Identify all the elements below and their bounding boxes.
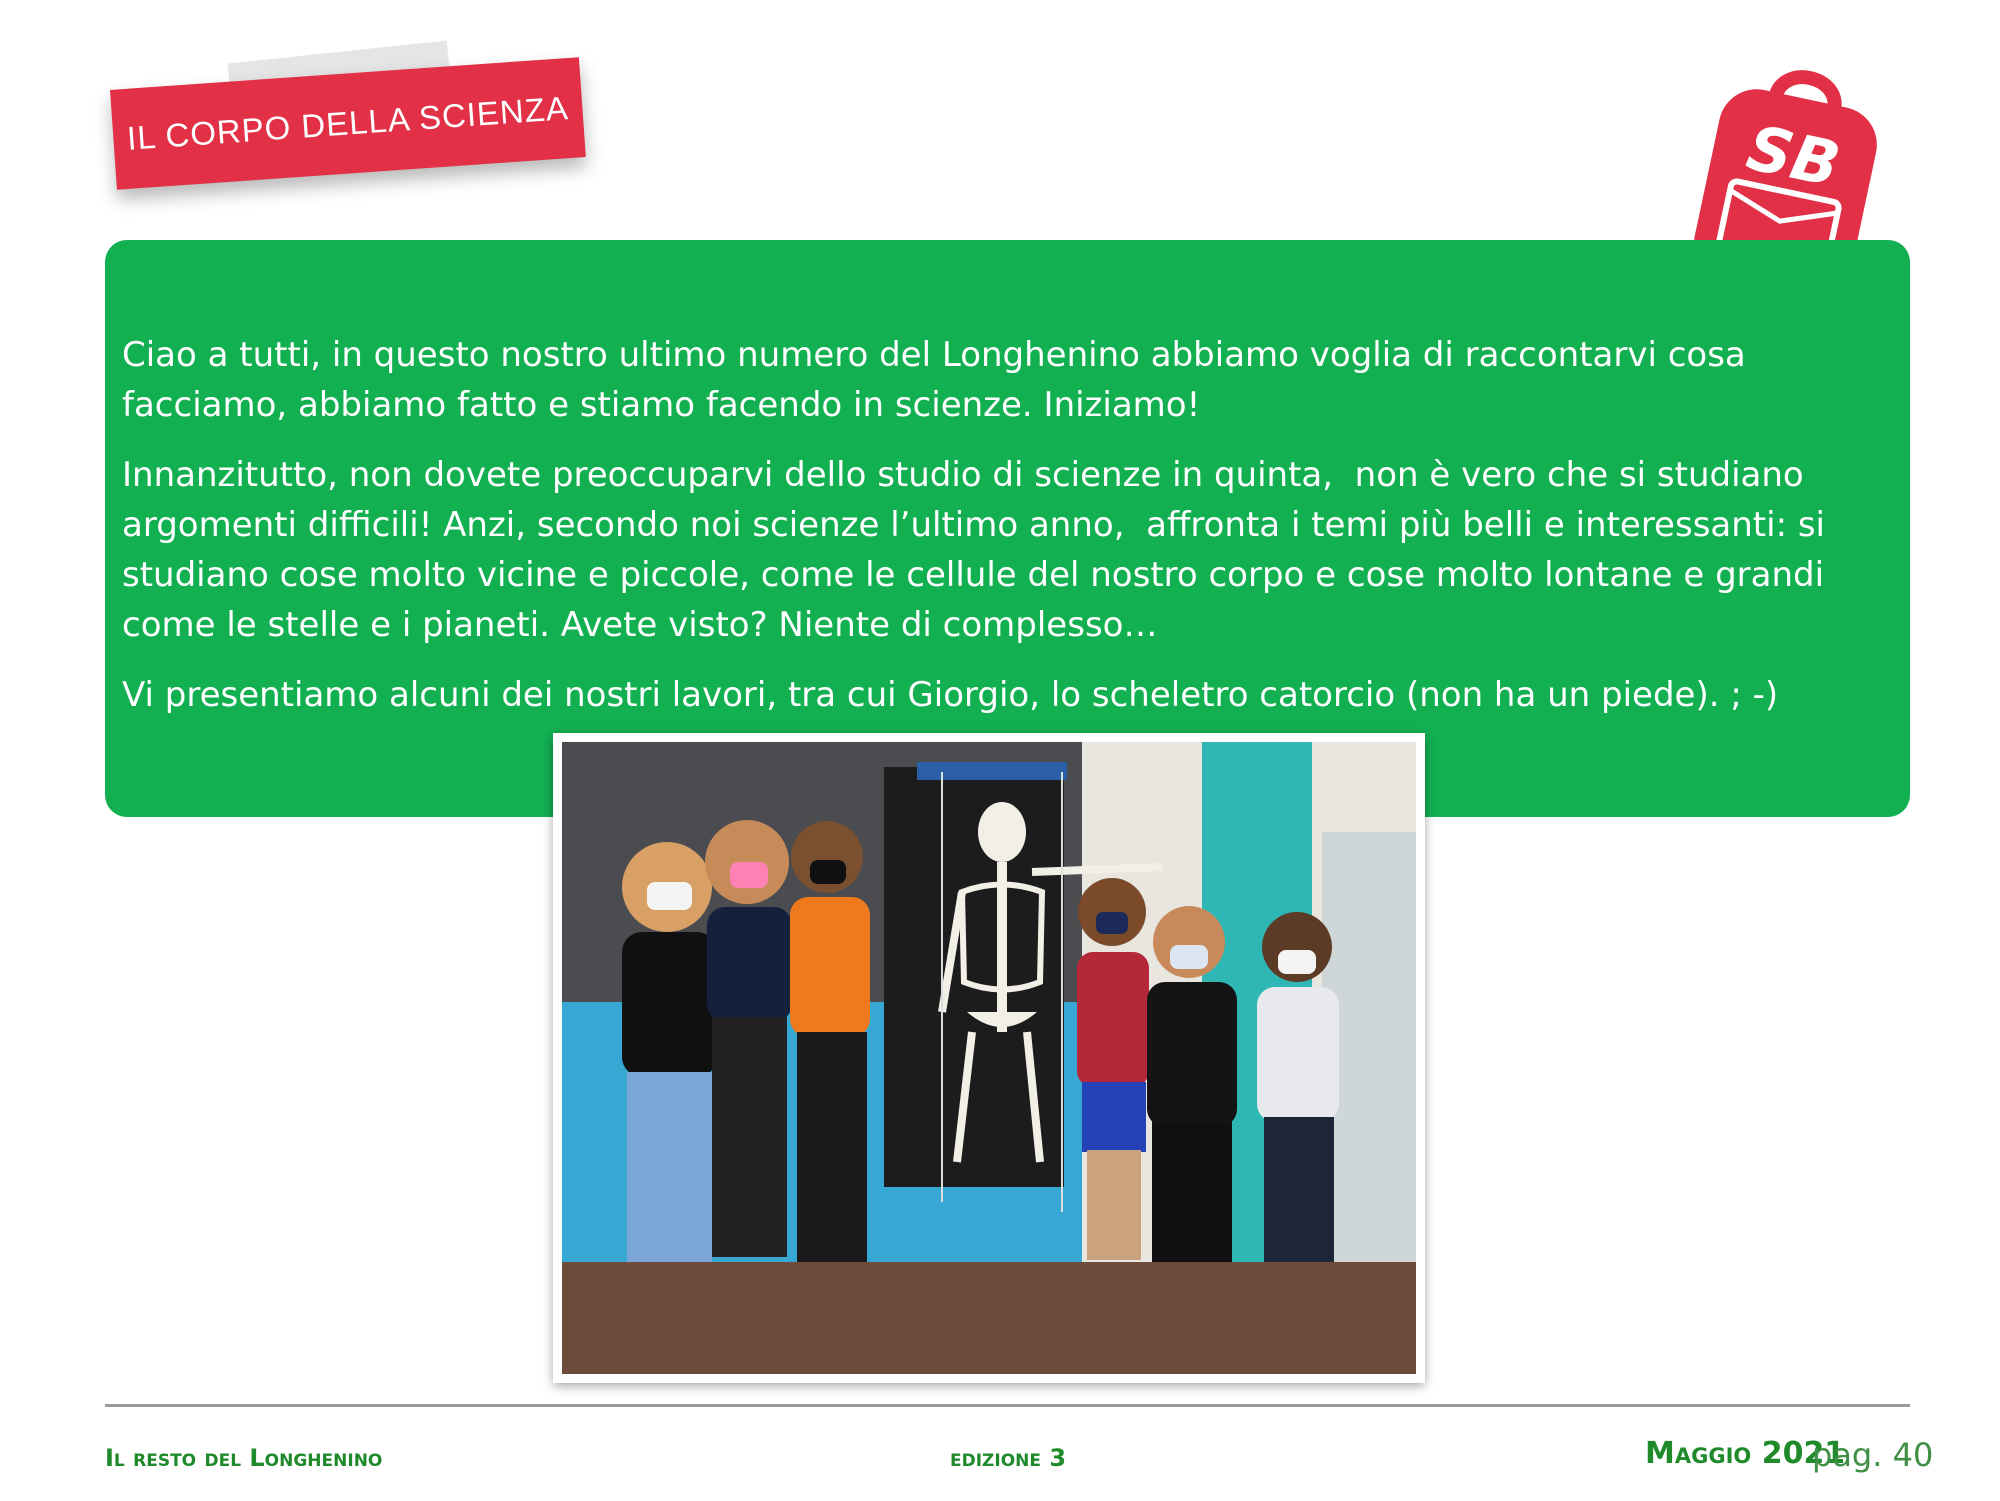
page-number: pag. 40: [1812, 1436, 1934, 1474]
footer-date: Maggio 2021: [1645, 1436, 1846, 1471]
section-tag-box: [110, 57, 586, 190]
logo-text: SB: [1740, 110, 1847, 202]
paragraph-main: Innanzitutto, non dovete preoccuparvi dello studio di scienze in quinta, non è vero che si studiano argomenti difficili! Anzi, secondo noi scienze l’ultimo anno, affronta i temi più belli e interessanti: si studiano cose molto vicine e piccole, come le cellule del nostro corpo e cose molto lontane e grandi come le stelle e i pianeti. Avete visto? Niente di complesso…: [122, 455, 1836, 645]
class-photo: [553, 733, 1425, 1383]
paragraph-outro: Vi presentiamo alcuni dei nostri lavori, tra cui Giorgio, lo scheletro catorcio (non ha un piede). ; -): [122, 675, 1779, 715]
footer-edition: edizione 3: [950, 1444, 1067, 1472]
paragraph-intro: Ciao a tutti, in questo nostro ultimo numero del Longhenino abbiamo voglia di raccontarvi cosa facciamo, abbiamo fatto e stiamo facendo in scienze. Iniziamo!: [122, 335, 1757, 425]
article-body: [122, 330, 1902, 740]
section-title: IL CORPO DELLA SCIENZA: [125, 89, 570, 157]
photo-illustration: [562, 742, 1416, 1374]
article-box: [105, 240, 1910, 817]
footer-publication: Il resto del Longhenino: [105, 1444, 383, 1472]
section-tag: [110, 57, 588, 225]
footer-rule: [105, 1404, 1910, 1407]
